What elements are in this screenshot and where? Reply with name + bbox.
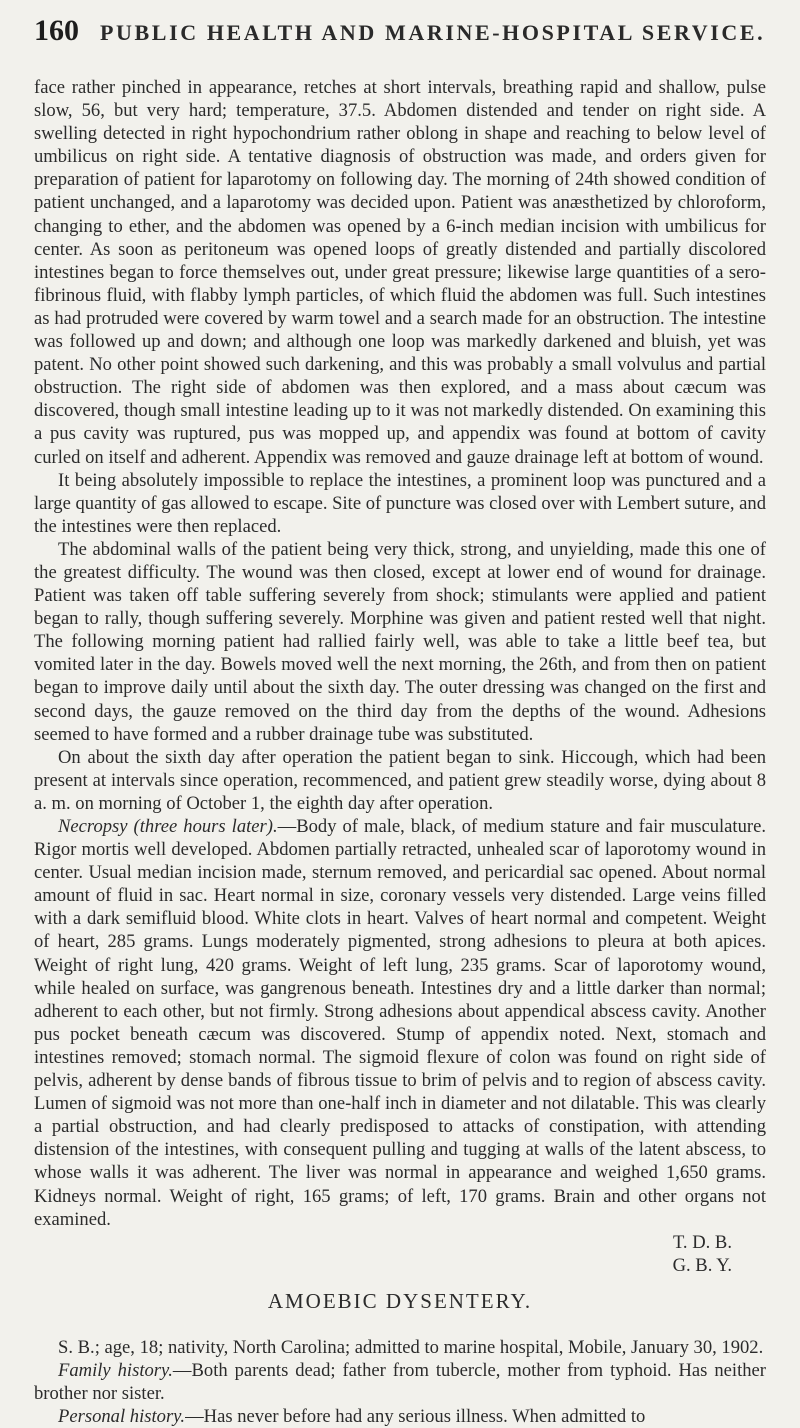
personal-history-label: Personal history. bbox=[58, 1406, 186, 1428]
initials-1: T. D. B. bbox=[672, 1231, 732, 1253]
section-title: AMOEBIC DYSENTERY. bbox=[267, 1288, 533, 1313]
case-intro: S. B.; age, 18; nativity, North Carolina; admitted to marine hospital, Mobile, January 30, 1902. bbox=[58, 1336, 764, 1358]
family-history-text: —Both parents dead; father from tubercle, mother from typhoid. Has neither brother nor sister. bbox=[34, 1359, 766, 1405]
paragraph-recovery: The abdominal walls of the patient being very thick, strong, and unyielding, made this one of the greatest difficulty. The wound was then closed, except at lower end of wound for drainage. Patient was taken off table suffering severely from shock; stimulants were applied and patient began to rally, though suffering severely. Morphine was given and patient rested well that night. The following morning patient had rallied fairly well, was able to take a little beef tea, but vomited later in the day. Bowels moved well the next morning, the 26th, and from then on patient began to improve daily until about the sixth day. The outer dressing was changed on the first and second days, the gauze removed on the third day from the depths of the wound. Adhesions seemed to have formed and a rubber drainage tube was substituted. bbox=[34, 538, 766, 745]
personal-history-text: —Has never before had any serious illness. When admitted to bbox=[185, 1406, 646, 1428]
necropsy-text: —Body of male, black, of medium stature and fair musculature. Rigor mortis well developed. Abdomen partially retracted, unhealed scar of laporotomy wound in center. Usual median incision made, sternum removed, and pericardial sac opened. About normal amount of fluid in sac. Heart normal in size, coronary vessels very distended. Large veins filled with a dark semifluid blood. White clots in heart. Valves of heart normal and competent. Weight of heart, 285 grams. Lungs moderately pigmented, strong adhesions to pleura at both apices. Weight of right lung, 420 grams. Weight of left lung, 235 grams. Scar of laporotomy wound, while healed on surface, was gangrenous beneath. Intestines dry and a little darker than normal; adherent to each other, but not firmly. Strong adhesions about appendical abscess cavity. Another pus pocket beneath cæcum was discovered. Stump of appendix noted. Next, stomach and intestines removed; stomach normal. The sigmoid flexure of colon was found on right side of pelvis, adherent by dense bands of fibrous tissue to brim of pelvis and to region of abscess cavity. Lumen of sigmoid was not more than one-half inch in diameter and not dilatable. This was clearly a partial obstruction, and had clearly predisposed to attacks of constipation, with attending distension of the intestines, with consequent pulling and tugging at walls of the latent abscess, to whose walls it was adherent. The liver was normal in appearance and weighed 1,650 grams. Kidneys normal. Weight of right, 165 grams; of left, 170 grams. Brain and other organs not examined. bbox=[34, 816, 766, 1230]
paragraph-personal-history bbox=[34, 1405, 766, 1428]
paragraph-family-history bbox=[34, 1359, 766, 1405]
paragraph-operation: face rather pinched in appearance, retches at short intervals, breathing rapid and shallow, pulse slow, 56, but very hard; temperature, 37.5. Abdomen distended and tender on right side. A swelling detected in right hypochondrium rather oblong in shape and reaching to below level of umbilicus on right side. A tentative diagnosis of obstruction was made, and orders given for preparation of patient for laparotomy on following day. The morning of 24th showed condition of patient unchanged, and a laparotomy was decided upon. Patient was anæsthetized by chloroform, changing to ether, and the abdomen was opened by a 6-inch median incision with umbilicus for center. As soon as peritoneum was opened loops of greatly distended and partially discolored intestines began to force themselves out, under great pressure; likewise large quantities of a sero-fibrinous fluid, with flabby lymph particles, of which fluid the abdomen was full. Such intestines as had protruded were covered by warm towel and a search made for an obstruction. The intestine was followed up and down; and although one loop was markedly darkened and bluish, yet was patent. No other point showed such darkening, and this was probably a small volvulus and partial obstruction. The right side of abdomen was then explored, and a mass about cæcum was discovered, though small intestine leading up to it was not markedly distended. On examining this a pus cavity was ruptured, pus was mopped up, and appendix was found at bottom of cavity curled on itself and adherent. Appendix was removed and gauze drainage left at bottom of wound. bbox=[34, 77, 766, 468]
case-text bbox=[34, 1336, 766, 1428]
paragraph-necropsy bbox=[34, 815, 766, 1231]
paragraph-death: On about the sixth day after operation the patient began to sink. Hiccough, which had been present at intervals since operation, recommenced, and patient grew steadily worse, dying about 8 a. m. on morning of October 1, the eighth day after operation. bbox=[34, 746, 766, 814]
page-header bbox=[34, 14, 766, 76]
initials-2: G. B. Y. bbox=[672, 1254, 732, 1276]
paragraph-puncture: It being absolutely impossible to replace the intestines, a prominent loop was punctured and a large quantity of gas allowed to escape. Site of puncture was closed over with Lembert suture, and the intestines were then replaced. bbox=[34, 469, 766, 537]
family-history-label: Family history. bbox=[58, 1359, 173, 1381]
author-initials bbox=[34, 1231, 766, 1277]
body-text bbox=[34, 76, 766, 1231]
running-head: PUBLIC HEALTH AND MARINE-HOSPITAL SERVICE. bbox=[100, 20, 766, 45]
necropsy-label: Necropsy (three hours later). bbox=[58, 816, 278, 837]
page-number: 160 bbox=[34, 14, 79, 47]
